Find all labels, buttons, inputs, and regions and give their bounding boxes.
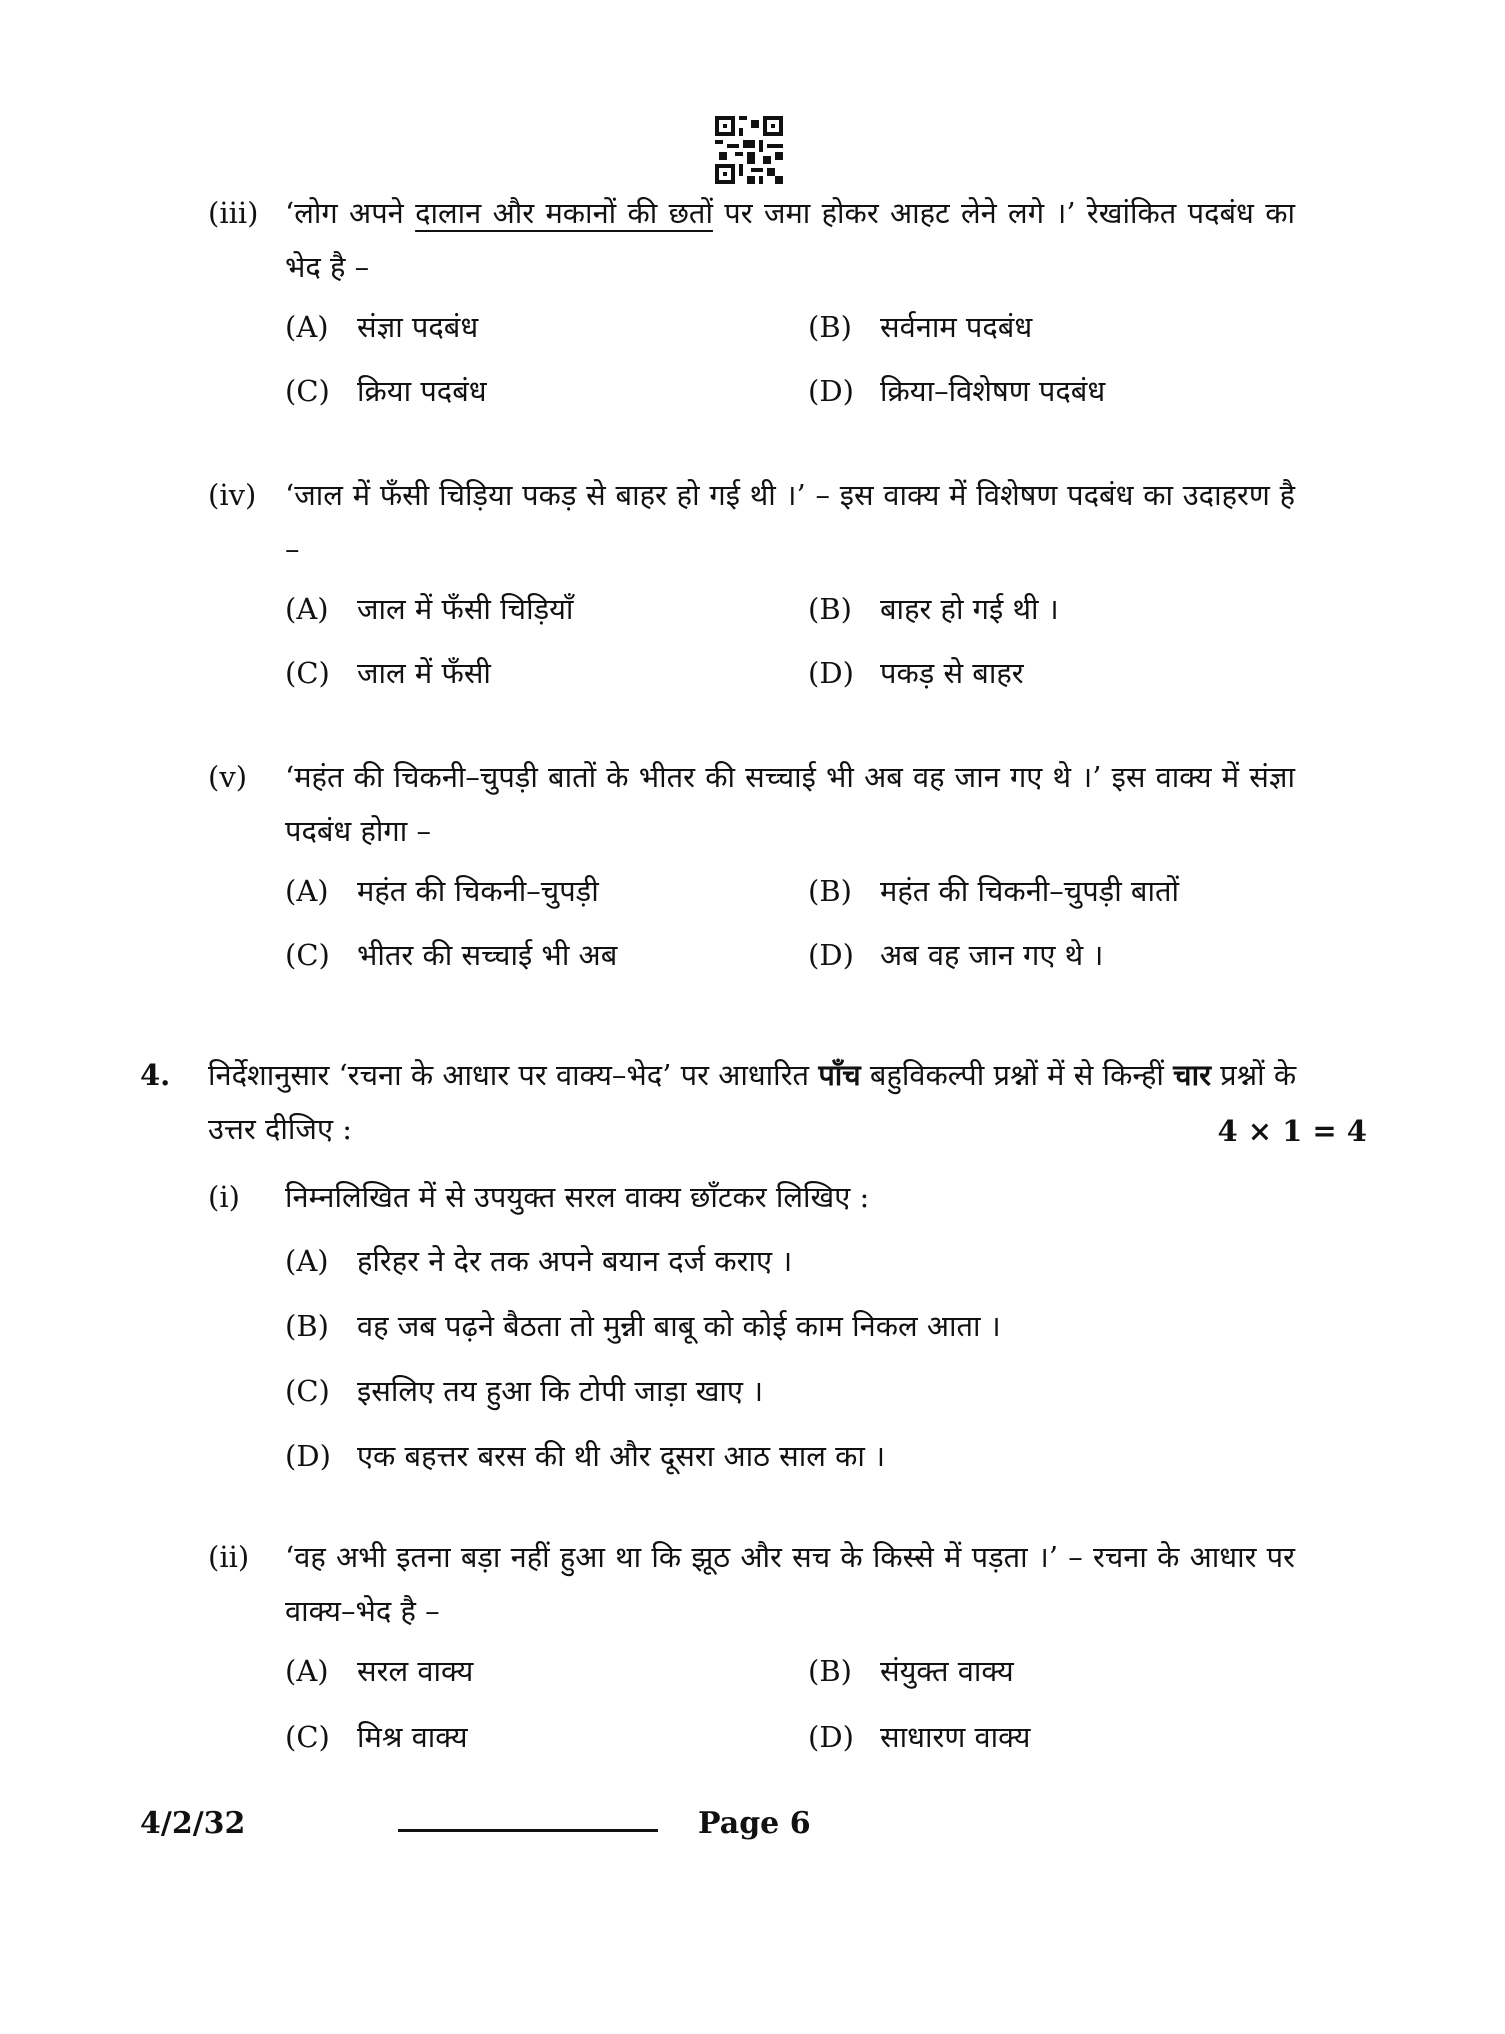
option-a: (A) हरिहर ने देर तक अपने बयान दर्ज कराए । (285, 1244, 793, 1278)
option-a: (A) सरल वाक्य (285, 1654, 474, 1688)
paper-code: 4/2/32 (140, 1806, 246, 1841)
option-c: (C) इसलिए तय हुआ कि टोपी जाड़ा खाए । (285, 1374, 764, 1408)
question-number: 4. (140, 1058, 171, 1092)
question-text: ‘जाल में फँसी चिड़िया पकड़ से बाहर हो गई थी ।’ – इस वाक्य में विशेषण पदबंध का उदाहरण है – (285, 478, 1295, 566)
question-number: (v) (208, 760, 248, 794)
question-number: (ii) (208, 1540, 250, 1574)
option-a: (A) जाल में फँसी चिड़ियाँ (285, 592, 574, 626)
question-number: (iii) (208, 196, 259, 230)
option-d: (D) एक बहत्तर बरस की थी और दूसरा आठ साल का । (285, 1439, 886, 1473)
page-number: Page 6 (698, 1806, 811, 1841)
option-b: (B) संयुक्त वाक्य (808, 1654, 1014, 1688)
option-c: (C) जाल में फँसी (285, 656, 491, 690)
option-d: (D) पकड़ से बाहर (808, 656, 1024, 690)
option-d: (D) अब वह जान गए थे । (808, 938, 1104, 972)
option-b: (B) वह जब पढ़ने बैठता तो मुन्नी बाबू को कोई काम निकल आता । (285, 1309, 1001, 1343)
option-b: (B) बाहर हो गई थी । (808, 592, 1059, 626)
question-text: ‘महंत की चिकनी–चुपड़ी बातों के भीतर की सच्चाई भी अब वह जान गए थे ।’ इस वाक्य में संज्ञा पदबंध होगा – (285, 760, 1295, 848)
footer-divider (398, 1829, 658, 1832)
option-a: (A) महंत की चिकनी–चुपड़ी (285, 874, 599, 908)
question-number: (iv) (208, 478, 257, 512)
question-text: ‘लोग अपने दालान और मकानों की छतों पर जमा होकर आहट लेने लगे ।’ रेखांकित पदबंध का भेद है – (285, 196, 1295, 284)
option-d: (D) साधारण वाक्य (808, 1720, 1031, 1754)
underlined-phrase: दालान और मकानों की छतों (415, 196, 713, 230)
question-text: निर्देशानुसार ‘रचना के आधार पर वाक्य–भेद’ पर आधारित पाँच बहुविकल्पी प्रश्नों में से किन्हीं चार प्रश्नों के उत्तर दीजिए : (208, 1058, 1297, 1146)
question-text: निम्नलिखित में से उपयुक्त सरल वाक्य छाँटकर लिखिए : (285, 1180, 870, 1214)
option-c: (C) भीतर की सच्चाई भी अब (285, 938, 618, 972)
option-c: (C) क्रिया पदबंध (285, 374, 487, 408)
question-text: ‘वह अभी इतना बड़ा नहीं हुआ था कि झूठ और सच के किस्से में पड़ता ।’ – रचना के आधार पर वाक्य–भेद है – (285, 1540, 1295, 1628)
option-c: (C) मिश्र वाक्य (285, 1720, 468, 1754)
option-a: (A) संज्ञा पदबंध (285, 310, 479, 344)
option-b: (B) महंत की चिकनी–चुपड़ी बातों (808, 874, 1180, 908)
question-number: (i) (208, 1180, 240, 1214)
option-b: (B) सर्वनाम पदबंध (808, 310, 1033, 344)
option-d: (D) क्रिया–विशेषण पदबंध (808, 374, 1106, 408)
qr-code-icon (715, 116, 783, 184)
marks-label: 4 × 1 = 4 (1217, 1114, 1367, 1148)
